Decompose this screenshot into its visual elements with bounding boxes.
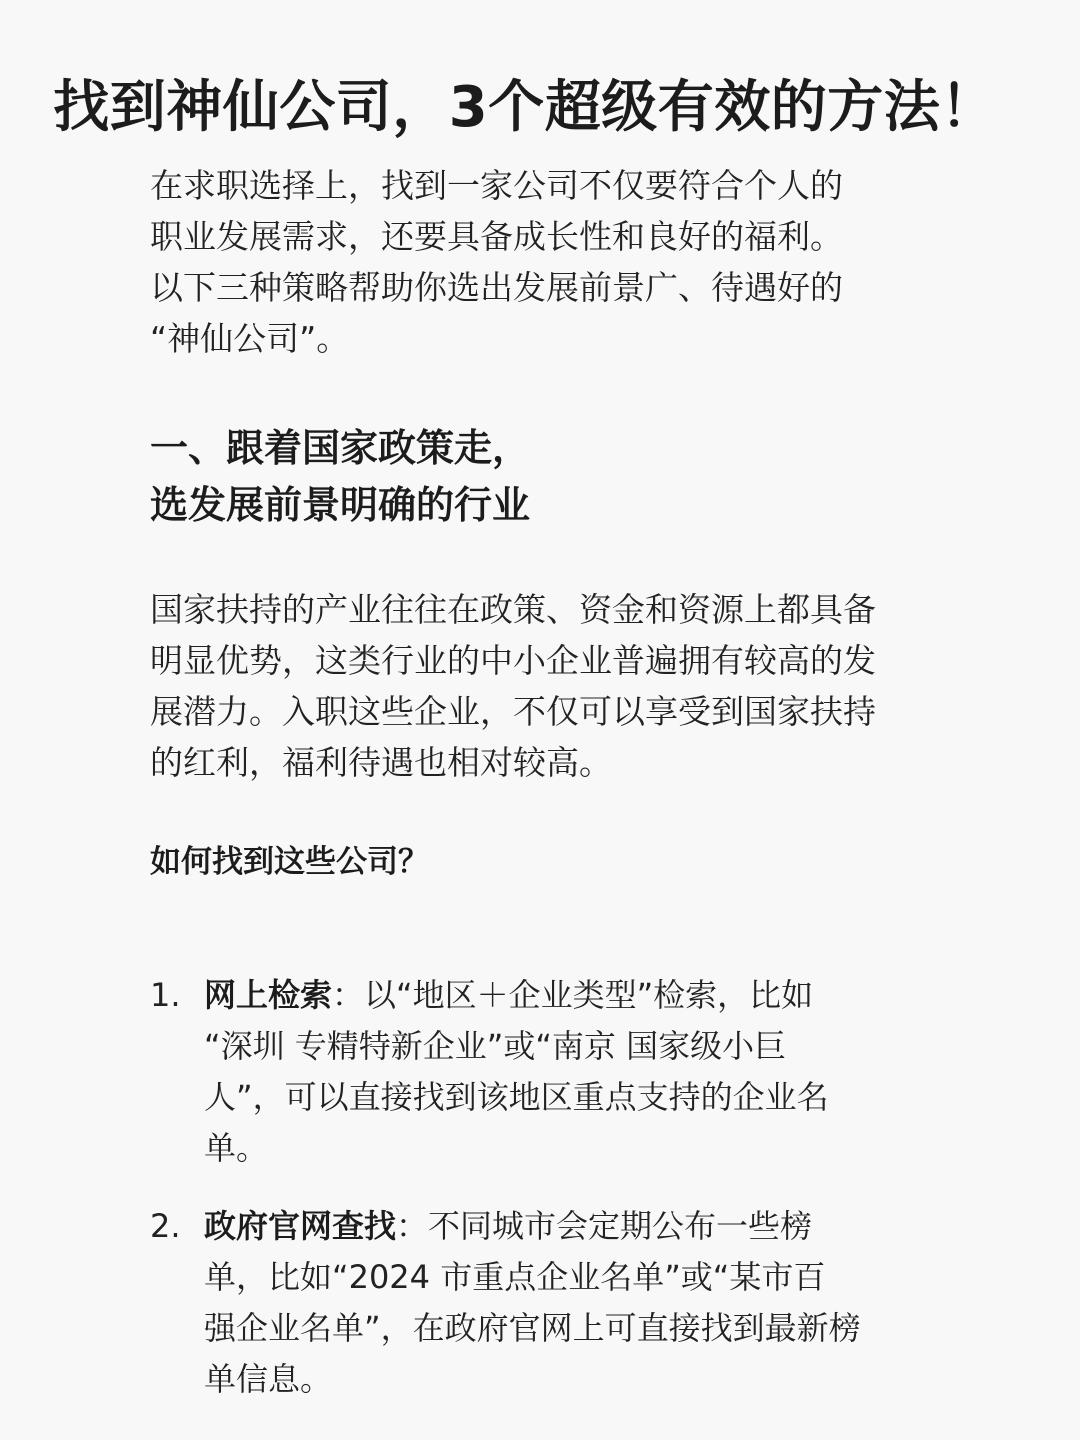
intro-paragraph xyxy=(150,160,910,364)
list-item xyxy=(150,1201,950,1405)
paragraph-line: 国家扶持的产业往往在政策、资金和资源上都具备 xyxy=(150,590,876,629)
intro-line: 以下三种策略帮助你选出发展前景广、待遇好的 xyxy=(150,268,843,307)
list-item-line: 单，比如“2024 市重点企业名单”或“某市百 xyxy=(204,1258,826,1296)
section-paragraph xyxy=(150,584,950,788)
list-item-label: 政府官网查找 xyxy=(204,1207,397,1245)
paragraph-line: 的红利，福利待遇也相对较高。 xyxy=(150,743,612,782)
list-item-first-line xyxy=(204,970,950,1021)
list-item xyxy=(150,970,950,1174)
list-item-line: “深圳 专精特新企业”或“南京 国家级小巨 xyxy=(204,1027,787,1065)
list-item-number: 2. xyxy=(150,1207,181,1245)
section-heading xyxy=(150,420,950,534)
list-item-label: 网上检索 xyxy=(204,976,333,1014)
sub-question: 如何找到这些公司？ xyxy=(150,844,429,880)
intro-line: “神仙公司”。 xyxy=(150,319,350,358)
list-item-text: ：不同城市会定期公布一些榜 xyxy=(396,1207,813,1245)
list-item-body xyxy=(204,970,950,1174)
list-item-number: 1. xyxy=(150,976,181,1014)
method-list xyxy=(150,970,950,1432)
paragraph-line: 展潜力。入职这些企业，不仅可以享受到国家扶持 xyxy=(150,692,876,731)
list-item-text: ：以“地区＋企业类型”检索，比如 xyxy=(332,976,814,1014)
section-heading-line: 选发展前景明确的行业 xyxy=(150,483,531,527)
list-item-line: 单。 xyxy=(204,1129,269,1167)
intro-line: 在求职选择上，找到一家公司不仅要符合个人的 xyxy=(150,166,843,205)
page-title: 找到神仙公司，3个超级有效的方法！ xyxy=(53,75,997,140)
section-heading-line: 一、跟着国家政策走， xyxy=(150,426,531,470)
list-item-line: 人”，可以直接找到该地区重点支持的企业名 xyxy=(204,1078,829,1116)
paragraph-line: 明显优势，这类行业的中小企业普遍拥有较高的发 xyxy=(150,641,876,680)
list-item-body xyxy=(204,1201,950,1405)
list-item-line: 单信息。 xyxy=(204,1360,333,1398)
intro-line: 职业发展需求，还要具备成长性和良好的福利。 xyxy=(150,217,843,256)
list-item-first-line xyxy=(204,1201,950,1252)
list-item-line: 强企业名单”，在政府官网上可直接找到最新榜 xyxy=(204,1309,861,1347)
